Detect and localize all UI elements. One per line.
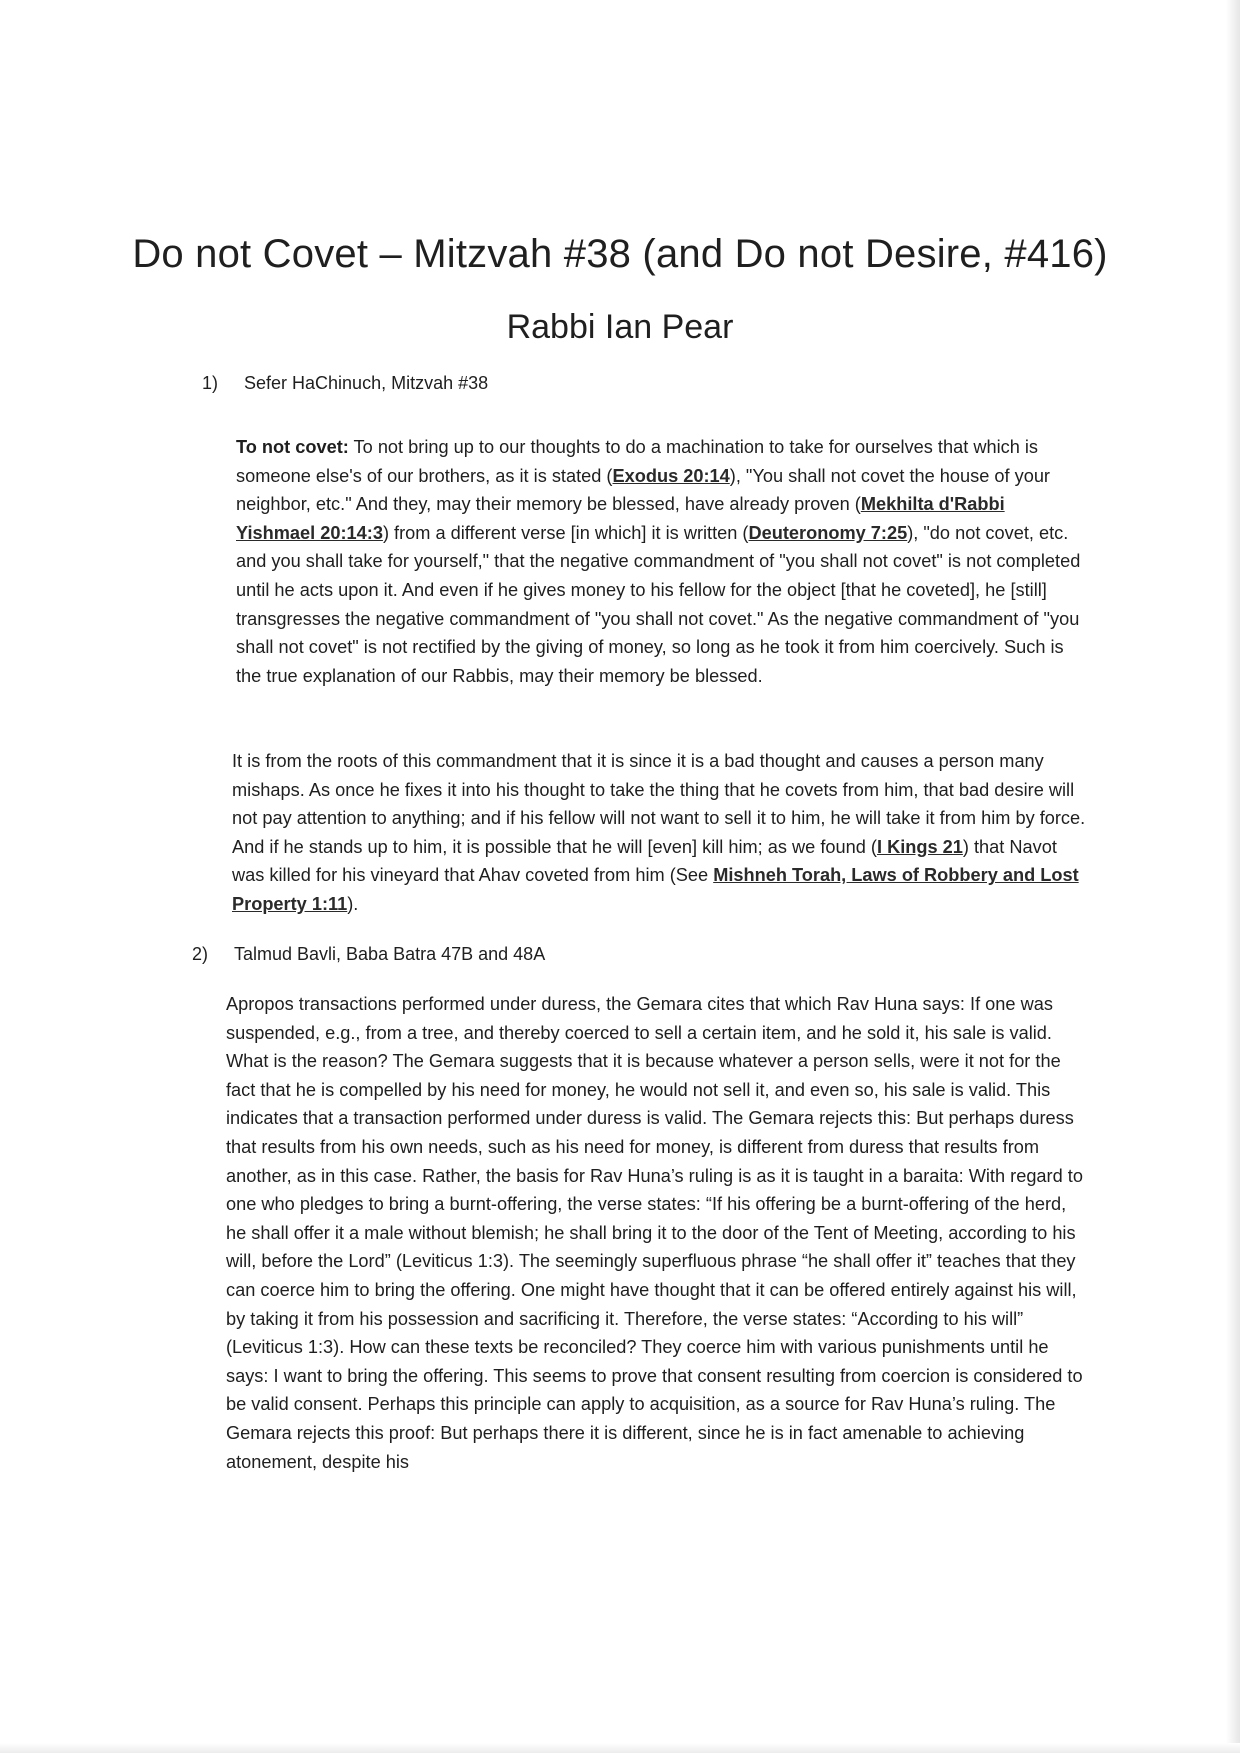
paragraph-text: To not bring up to our thoughts to do a machination to take for ourselves that which is someone else's of our brothers, as it is stated ( <box>236 437 1039 486</box>
paragraph-lead: To not covet: <box>236 437 349 457</box>
paragraph-text: ). <box>347 893 359 914</box>
paragraph-text: ) from a different verse [in which] it is written ( <box>382 522 749 543</box>
section-1-number: 1) <box>202 373 219 393</box>
paragraph-text: ), "do not covet, etc. and you shall take for yourself," that the negative commandment of "you shall not covet" is not completed until he acts upon it. And even if he gives money to his fellow for the object [that he coveted], he [still] transgresses the negative commandment of "you shall not covet." As the negative commandment of "you shall not covet" is not rectified by the giving of money, so long as he took it from him coercively. Such is the true explanation of our Rabbis, may their memory be blessed. <box>236 522 1081 686</box>
paragraph-text: It is from the roots of this commandment that it is since it is a bad thought and causes a person many mishaps. As once he fixes it into his thought to take the thing that he covets from him, that bad desire will not pay attention to anything; and if his fellow will not want to sell it to him, he will take it from him by force. And if he stands up to him, it is possible that he will [even] kill him; as we found ( <box>232 751 1086 857</box>
link-exodus-20-14[interactable]: Exodus 20:14 <box>612 465 730 486</box>
paragraph-text: ) that Navot was killed for his vineyard that Ahav coveted from him (See <box>232 836 1057 886</box>
section-2-heading <box>192 944 545 965</box>
document-author: Rabbi Ian Pear <box>506 308 734 346</box>
section-2-paragraph-1: Apropos transactions performed under duress, the Gemara cites that which Rav Huna says: If one was suspended, e.g., from a tree, and thereby coerced to sell a certain item, and he sold it, his sale is valid. What is the reason? The Gemara suggests that it is because whatever a person sells, were it not for the fact that he is compelled by his need for money, he would not sell it, and even so, his sale is valid. This indicates that a transaction performed under duress is valid. The Gemara rejects this: But perhaps duress that results from his own needs, such as his need for money, is different from duress that results from another, as in this case. Rather, the basis for Rav Huna’s ruling is as it is taught in a baraita: With regard to one who pledges to bring a burnt-offering, the verse states: “If his offering be a burnt-offering of the herd, he shall offer it a male without blemish; he shall bring it to the door of the Tent of Meeting, according to his will, before the Lord” (Leviticus 1:3). The seemingly superfluous phrase “he shall offer it” teaches that they can coerce him to bring the offering. One might have thought that it can be offered entirely against his will, by taking it from his possession and sacrificing it. Therefore, the verse states: “According to his will” (Leviticus 1:3). How can these texts be reconciled? They coerce him with various punishments until he says: I want to bring the offering. This seems to prove that consent resulting from coercion is considered to be valid consent. Perhaps this principle can apply to acquisition, as a source for Rav Huna’s ruling. The Gemara rejects this proof: But perhaps there it is different, since he is in fact amenable to achieving atonement, despite his <box>226 994 1083 1472</box>
paragraph-text: ), "You shall not covet the house of your neighbor, etc." And they, may their memory be blessed, have already proven ( <box>236 465 1050 515</box>
section-1-paragraph-1 <box>236 433 1086 690</box>
page-bottom-shadow <box>0 1743 1240 1753</box>
section-1-heading <box>202 373 488 394</box>
document-title: Do not Covet – Mitzvah #38 (and Do not Desire, #416) <box>132 232 1108 276</box>
link-deuteronomy-7-25[interactable]: Deuteronomy 7:25 <box>748 522 908 543</box>
link-mekhilta[interactable]: Mekhilta d'Rabbi Yishmael 20:14:3 <box>236 494 1005 543</box>
link-i-kings-21[interactable]: I Kings 21 <box>876 836 963 857</box>
link-mishneh-torah[interactable]: Mishneh Torah, Laws of Robbery and Lost Property 1:11 <box>232 865 1079 914</box>
section-2-title: Talmud Bavli, Baba Batra 47B and 48A <box>234 944 546 964</box>
section-1-title: Sefer HaChinuch, Mitzvah #38 <box>244 373 489 393</box>
section-2-number: 2) <box>192 944 209 964</box>
section-1-paragraph-2 <box>232 747 1086 919</box>
